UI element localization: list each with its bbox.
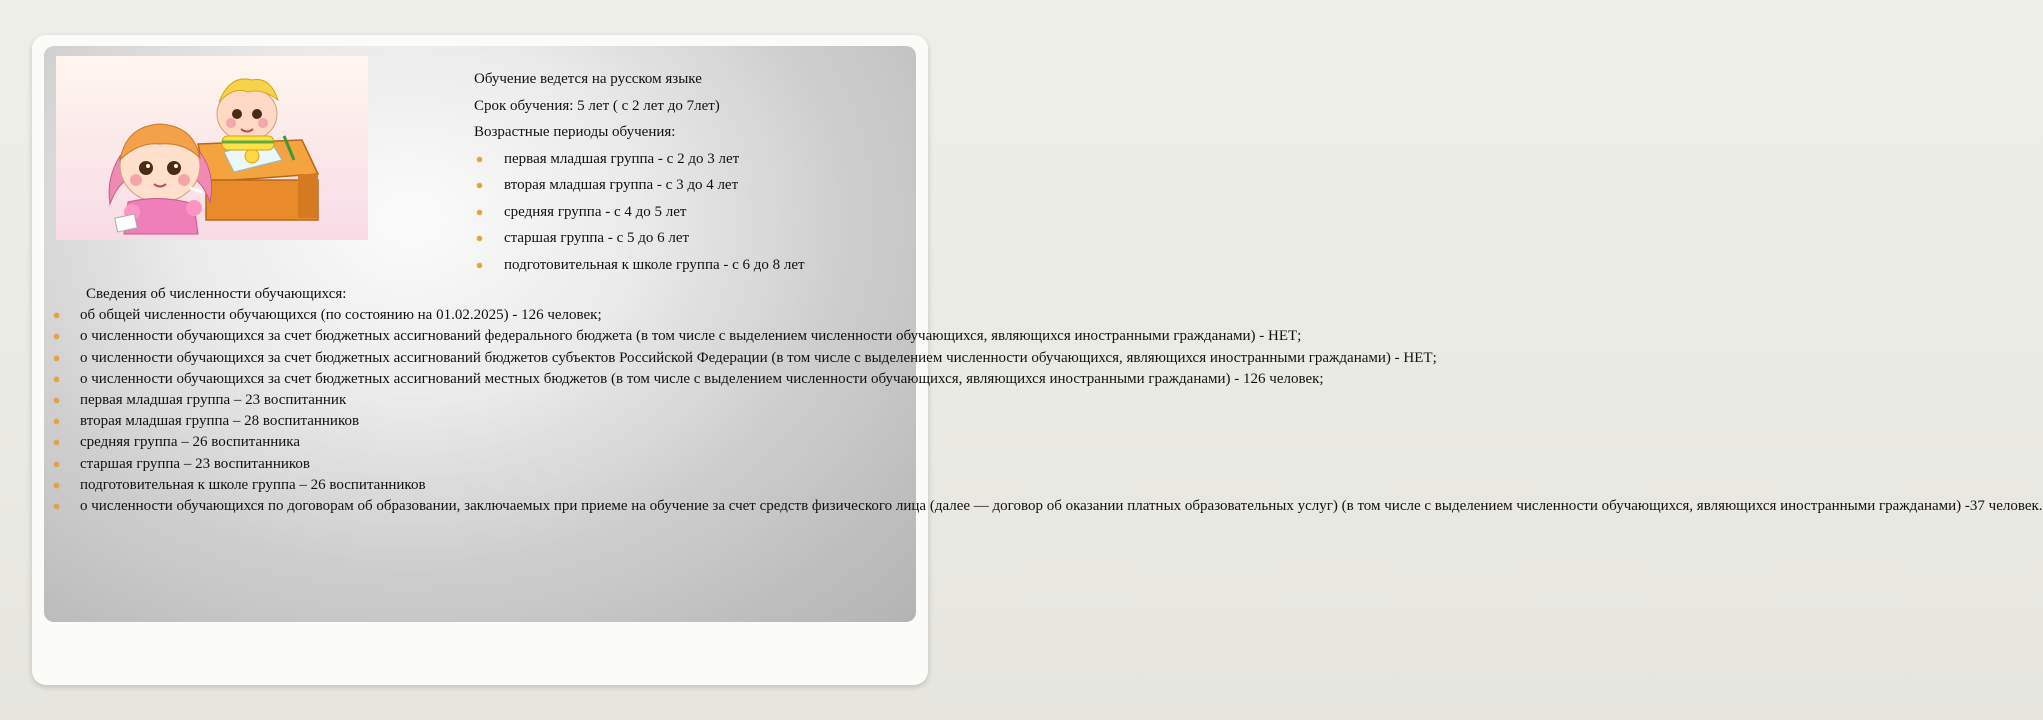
enrollment-details [46, 286, 2043, 519]
age-group-item: первая младшая группа - с 2 до 3 лет [474, 146, 914, 173]
education-info [474, 66, 914, 278]
enrollment-item: вторая младшая группа – 28 воспитанников [46, 413, 908, 430]
age-group-item: средняя группа - с 4 до 5 лет [474, 199, 914, 226]
age-group-item: старшая группа - с 5 до 6 лет [474, 225, 914, 252]
enrollment-item: о численности обучающихся по договорам об образовании, заключаемых при приеме на обучение за счет средств физического лица (далее — договор об оказании платных образовательных услуг) (в том числе с выделением численности обучающихся, являющихся иностранными гражданами) -37 человек. [46, 498, 908, 515]
enrollment-item: средняя группа – 26 воспитанника [46, 434, 908, 451]
enrollment-item: старшая группа – 23 воспитанников [46, 456, 908, 473]
age-group-list [474, 146, 914, 279]
enrollment-heading: Сведения об численности обучающихся: [86, 286, 347, 302]
children-at-desk-illustration [56, 56, 368, 240]
enrollment-item: о численности обучающихся за счет бюджетных ассигнований местных бюджетов (в том числе с выделением численности обучающихся, являющихся иностранными гражданами) - 126 человек; [46, 371, 908, 388]
age-group-item: вторая младшая группа - с 3 до 4 лет [474, 172, 914, 199]
duration-line: Срок обучения: 5 лет ( с 2 лет до 7лет) [474, 97, 720, 114]
enrollment-list [46, 307, 2043, 515]
enrollment-item: о численности обучающихся за счет бюджетных ассигнований федерального бюджета (в том числе с выделением численности обучающихся, являющихся иностранными гражданами) - НЕТ; [46, 328, 908, 345]
enrollment-item: о численности обучающихся за счет бюджетных ассигнований бюджетов субъектов Российской Федерации (в том числе с выделением численности обучающихся, являющихся иностранными гражданами) - НЕТ; [46, 350, 908, 367]
enrollment-item: об общей численности обучающихся (по состоянию на 01.02.2025) - 126 человек; [46, 307, 908, 324]
enrollment-item: первая младшая группа – 23 воспитанник [46, 392, 908, 409]
age-periods-heading: Возрастные периоды обучения: [474, 124, 676, 140]
enrollment-item: подготовительная к школе группа – 26 воспитанников [46, 477, 908, 494]
language-line: Обучение ведется на русском языке [474, 71, 702, 87]
age-group-item: подготовительная к школе группа - с 6 до 8 лет [474, 252, 914, 279]
